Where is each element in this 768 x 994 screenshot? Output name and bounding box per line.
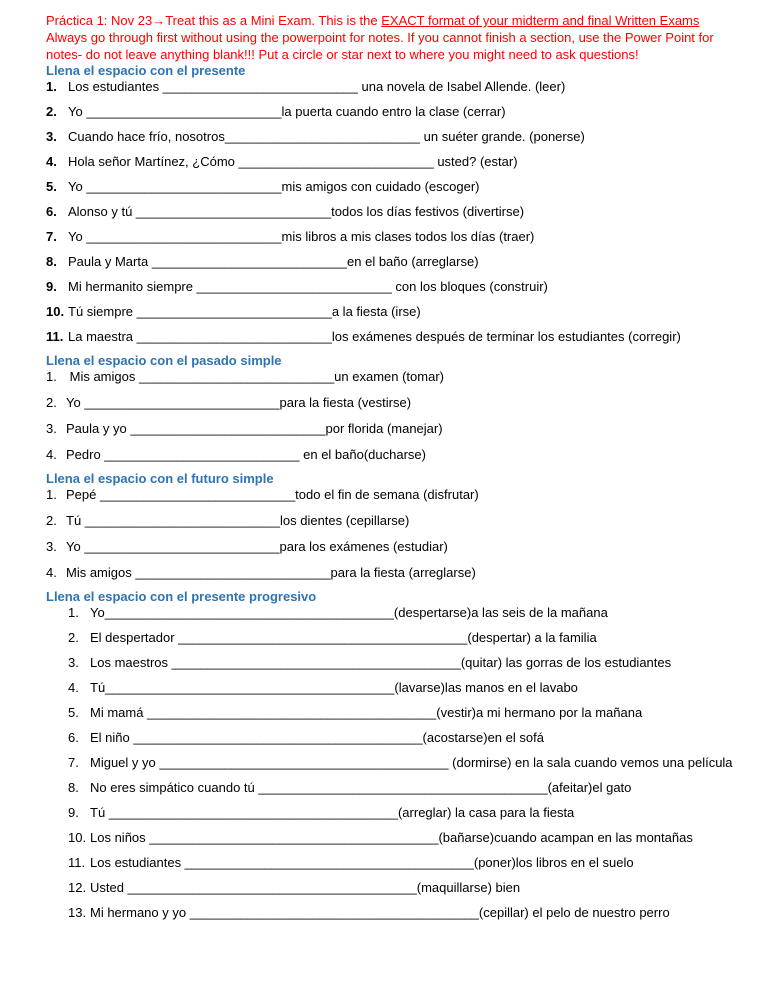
item-number: 8. [68,780,79,795]
item-text: Tú ________________________________________(arreglar) la casa para la fiesta [90,805,575,820]
item-text: Mi mamá ________________________________________(vestir)a mi hermano por la mañana [90,705,643,720]
item-number: 1. [46,487,57,502]
section-pasado-simple [46,353,746,463]
section-presente-progresivo [46,589,746,921]
exercise-item [46,254,746,270]
exercise-item [46,830,746,846]
item-text: Yo ___________________________mis libros a mis clases todos los días (traer) [68,229,535,244]
item-text: Mis amigos ___________________________un examen (tomar) [66,369,444,384]
section-futuro-simple [46,471,746,581]
item-number: 5. [68,705,79,720]
instructions [46,12,746,63]
item-number: 2. [46,513,57,528]
section-heading: Llena el espacio con el futuro simple [46,471,274,486]
item-text: Los niños ________________________________________(bañarse)cuando acampan en las montañas [90,830,693,845]
section-heading: Llena el espacio con el presente [46,63,246,78]
intro-title: Práctica 1: Nov 23 [46,13,153,28]
item-text: El despertador ________________________________________(despertar) a la familia [90,630,597,645]
intro-text: Treat this as a Mini Exam. This is the [165,13,382,28]
item-number: 3. [46,129,57,144]
item-number: 3. [46,539,57,554]
item-number: 3. [46,421,57,436]
item-number: 11. [68,855,86,870]
exercise-item [46,655,746,671]
item-text: Pepé ___________________________todo el fin de semana (disfrutar) [66,487,479,502]
item-number: 12. [68,880,87,895]
exercise-item [46,680,746,696]
exercise-item [46,755,746,771]
item-text: Tú________________________________________(lavarse)las manos en el lavabo [90,680,578,695]
exercise-item [46,329,746,345]
exercise-item [46,369,746,385]
exercise-item [46,304,746,320]
worksheet [46,12,746,930]
section-presente [46,63,746,345]
item-text: Tú siempre ___________________________a la fiesta (irse) [68,304,421,319]
item-number: 2. [46,395,57,410]
arrow-icon: → [152,13,166,28]
item-text: Mis amigos ___________________________para la fiesta (arreglarse) [66,565,476,580]
exercise-item [46,204,746,220]
exercise-item [46,880,746,896]
item-text: Yo________________________________________(despertarse)a las seis de la mañana [90,605,608,620]
item-text: Yo ___________________________mis amigos con cuidado (escoger) [68,179,480,194]
item-number: 1. [68,605,79,620]
item-number: 3. [68,655,79,670]
exercise-item [46,154,746,170]
intro-underlined: EXACT format of your midterm and final Written Exams [381,13,700,28]
item-number: 4. [46,447,57,462]
item-text: Los maestros ________________________________________(quitar) las gorras de los estudiantes [90,655,672,670]
item-number: 1. [46,369,57,384]
section-heading: Llena el espacio con el presente progresivo [46,589,317,604]
item-text: Mi hermano y yo ________________________________________(cepillar) el pelo de nuestro perro [90,905,670,920]
item-number: 2. [46,104,57,119]
item-number: 4. [46,154,57,169]
item-text: Los estudiantes ___________________________ una novela de Isabel Allende. (leer) [68,79,566,94]
item-text: Yo ___________________________para la fiesta (vestirse) [66,395,412,410]
exercise-item [46,104,746,120]
exercise-item [46,513,746,529]
intro-guidance: Always go through first without using the powerpoint for notes. If you cannot finish a section, use the Power Point for notes- do not leave anything blank!!! Put a circle or star next to where you might need to ask questions! [46,30,714,62]
item-text: Pedro ___________________________ en el baño(ducharse) [66,447,426,462]
item-text: Paula y yo ___________________________por florida (manejar) [66,421,443,436]
exercise-item [46,855,746,871]
item-number: 9. [68,805,79,820]
item-text: Yo ___________________________la puerta cuando entro la clase (cerrar) [68,104,506,119]
item-number: 7. [46,229,57,244]
exercise-item [46,279,746,295]
item-number: 13. [68,905,87,920]
item-text: Paula y Marta ___________________________en el baño (arreglarse) [68,254,479,269]
item-number: 6. [46,204,57,219]
item-text: Tú ___________________________los dientes (cepillarse) [66,513,410,528]
item-text: Cuando hace frío, nosotros___________________________ un suéter grande. (ponerse) [68,129,585,144]
item-number: 6. [68,730,79,745]
exercise-item [46,229,746,245]
exercise-item [46,805,746,821]
item-text: No eres simpático cuando tú ________________________________________(afeitar)el gato [90,780,632,795]
exercise-item [46,630,746,646]
item-text: Yo ___________________________para los exámenes (estudiar) [66,539,448,554]
exercise-item [46,905,746,921]
item-text: Hola señor Martínez, ¿Cómo ___________________________ usted? (estar) [68,154,518,169]
item-text: La maestra ___________________________los exámenes después de terminar los estudiantes (corregir) [68,329,681,344]
item-number: 5. [46,179,57,194]
exercise-item [46,129,746,145]
exercise-item [46,487,746,503]
exercise-item [46,179,746,195]
item-number: 7. [68,755,79,770]
exercise-item [46,705,746,721]
item-number: 10. [68,830,87,845]
exercise-item [46,565,746,581]
exercise-item [46,79,746,95]
item-number: 11. [46,329,64,344]
item-text: Mi hermanito siempre ___________________________ con los bloques (construir) [68,279,548,294]
item-number: 10. [46,304,65,319]
item-number: 4. [68,680,79,695]
item-text: Miguel y yo ________________________________________ (dormirse) en la sala cuando vemos una película [90,755,733,770]
section-heading: Llena el espacio con el pasado simple [46,353,282,368]
exercise-item [46,421,746,437]
item-text: El niño ________________________________________(acostarse)en el sofá [90,730,544,745]
item-number: 2. [68,630,79,645]
exercise-item [46,780,746,796]
item-text: Alonso y tú ___________________________todos los días festivos (divertirse) [68,204,525,219]
exercise-item [46,395,746,411]
item-text: Los estudiantes ________________________________________(poner)los libros en el suelo [90,855,634,870]
item-number: 8. [46,254,57,269]
exercise-item [46,730,746,746]
exercise-item [46,539,746,555]
exercise-item [46,605,746,621]
item-text: Usted ________________________________________(maquillarse) bien [90,880,521,895]
item-number: 9. [46,279,57,294]
exercise-item [46,447,746,463]
item-number: 4. [46,565,57,580]
item-number: 1. [46,79,57,94]
